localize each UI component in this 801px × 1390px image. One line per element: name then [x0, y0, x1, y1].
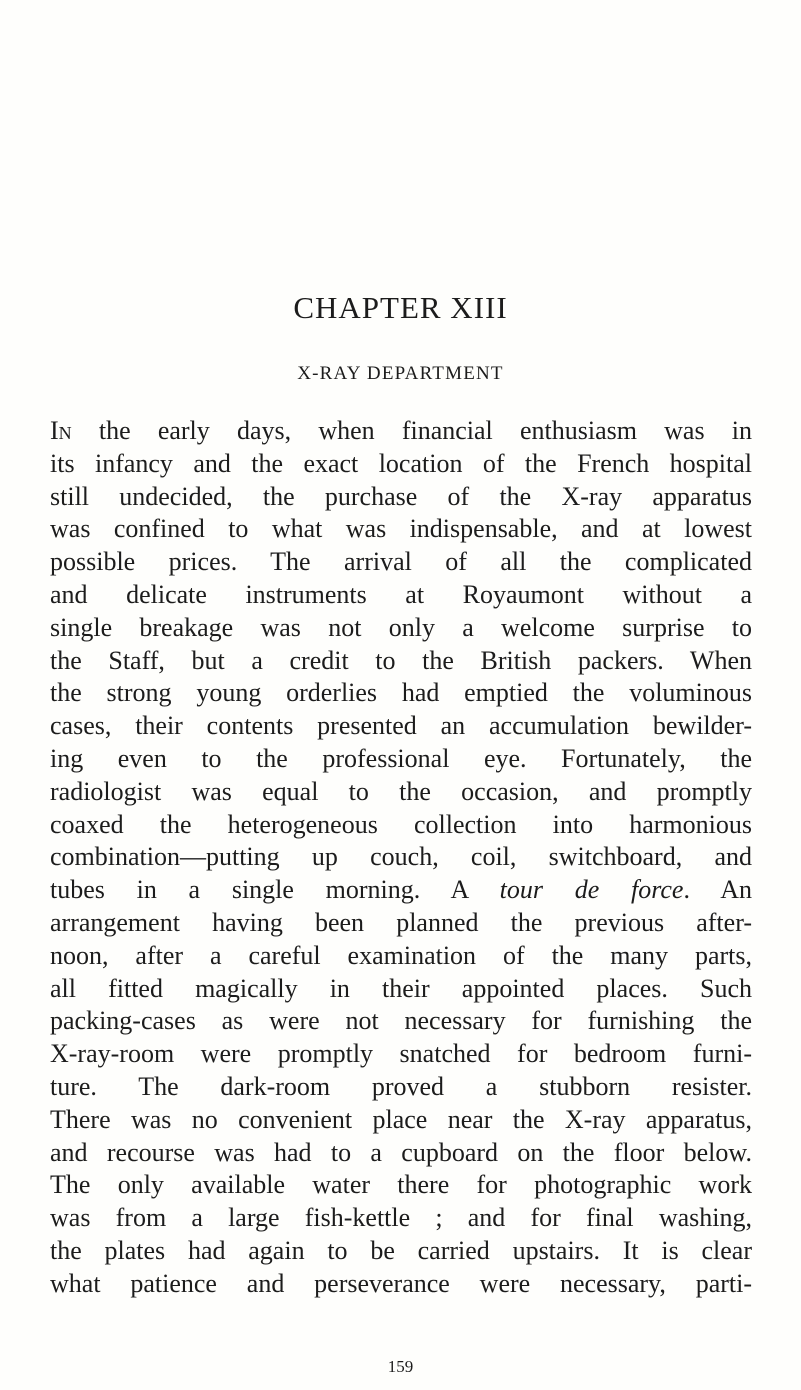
text-line: still undecided, the purchase of the X-ray apparatus — [50, 481, 752, 511]
chapter-title: CHAPTER XIII — [293, 290, 508, 325]
text-line: ing even to the professional eye. Fortunately, the — [50, 743, 752, 773]
body-paragraph — [50, 415, 752, 1301]
text-line: arrangement having been planned the previous after- — [50, 907, 752, 937]
text-line: what patience and perseverance were necessary, parti- — [50, 1268, 752, 1298]
text-line: ture. The dark-room proved a stubborn resister. — [50, 1071, 752, 1101]
text-line: single breakage was not only a welcome surprise to — [50, 612, 752, 642]
text-line: The only available water there for photographic work — [50, 1170, 752, 1200]
text-line: combination—putting up couch, coil, switchboard, and — [50, 842, 752, 872]
text-line: was from a large fish-kettle ; and for final washing, — [50, 1203, 752, 1233]
text-line: the plates had again to be carried upstairs. It is clear — [50, 1235, 752, 1265]
text-line: and recourse was had to a cupboard on the floor below. — [50, 1137, 752, 1167]
text-line: all fitted magically in their appointed places. Such — [50, 973, 752, 1003]
text-line: radiologist was equal to the occasion, and promptly — [50, 776, 752, 806]
text-line: the Staff, but a credit to the British packers. When — [50, 645, 752, 675]
text-line: noon, after a careful examination of the many parts, — [50, 940, 752, 970]
text-line: possible prices. The arrival of all the complicated — [50, 547, 752, 577]
text-line: the strong young orderlies had emptied the voluminous — [50, 678, 752, 708]
italic-phrase: tour de force — [499, 875, 684, 905]
text-line: and delicate instruments at Royaumont without a — [50, 579, 752, 609]
text-line: packing-cases as were not necessary for furnishing the — [50, 1006, 752, 1036]
opening-word: In — [50, 416, 72, 445]
text-line: In the early days, when financial enthusiasm was in — [50, 416, 752, 445]
text-line: was confined to what was indispensable, and at lowest — [50, 514, 752, 544]
text-line: its infancy and the exact location of the French hospital — [50, 448, 752, 478]
page-number: 159 — [387, 1357, 414, 1376]
text-line: tubes in a single morning. A tour de force. An — [50, 875, 753, 905]
text-line: coaxed the heterogeneous collection into harmonious — [50, 809, 752, 839]
text-line: cases, their contents presented an accumulation bewilder- — [50, 711, 752, 741]
text-line: There was no convenient place near the X-ray apparatus, — [50, 1104, 752, 1134]
section-title: X-RAY DEPARTMENT — [297, 363, 504, 384]
text-line: X-ray-room were promptly snatched for bedroom furni- — [50, 1039, 752, 1069]
